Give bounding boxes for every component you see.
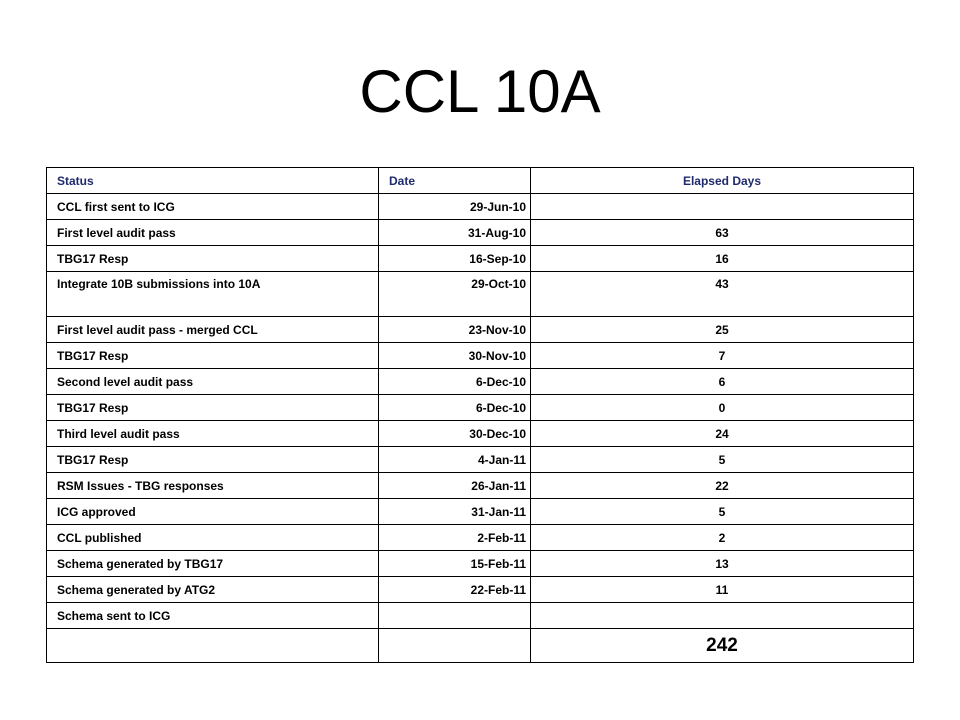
table-row [47, 421, 914, 447]
elapsed-days-cell: 43 [531, 272, 914, 317]
date-cell: 31-Aug-10 [379, 220, 531, 246]
status-cell: TBG17 Resp [47, 395, 379, 421]
table-row [47, 220, 914, 246]
elapsed-days-cell: 2 [531, 525, 914, 551]
elapsed-days-cell [531, 194, 914, 220]
date-cell: 6-Dec-10 [379, 369, 531, 395]
date-cell: 4-Jan-11 [379, 447, 531, 473]
date-cell: 16-Sep-10 [379, 246, 531, 272]
status-cell: TBG17 Resp [47, 246, 379, 272]
total-status-cell [47, 629, 379, 663]
total-row [47, 629, 914, 663]
status-cell: Integrate 10B submissions into 10A [47, 272, 379, 317]
date-cell [379, 603, 531, 629]
table-row [47, 473, 914, 499]
status-cell: CCL first sent to ICG [47, 194, 379, 220]
table-row [47, 603, 914, 629]
elapsed-days-cell: 0 [531, 395, 914, 421]
date-cell: 29-Oct-10 [379, 272, 531, 317]
status-cell: First level audit pass [47, 220, 379, 246]
elapsed-days-cell: 5 [531, 499, 914, 525]
status-cell: ICG approved [47, 499, 379, 525]
elapsed-days-cell: 25 [531, 317, 914, 343]
elapsed-days-cell: 5 [531, 447, 914, 473]
status-cell: Schema generated by TBG17 [47, 551, 379, 577]
status-cell: Schema sent to ICG [47, 603, 379, 629]
total-elapsed-days: 242 [531, 629, 914, 663]
date-cell: 26-Jan-11 [379, 473, 531, 499]
date-cell: 30-Dec-10 [379, 421, 531, 447]
date-cell: 22-Feb-11 [379, 577, 531, 603]
table-row [47, 369, 914, 395]
table-row [47, 447, 914, 473]
elapsed-days-cell: 22 [531, 473, 914, 499]
date-cell: 29-Jun-10 [379, 194, 531, 220]
status-cell: First level audit pass - merged CCL [47, 317, 379, 343]
table-row [47, 577, 914, 603]
elapsed-days-cell [531, 603, 914, 629]
elapsed-days-cell: 13 [531, 551, 914, 577]
table-row [47, 317, 914, 343]
header-elapsed-days: Elapsed Days [531, 168, 914, 194]
table-row [47, 246, 914, 272]
status-cell: Second level audit pass [47, 369, 379, 395]
elapsed-days-cell: 16 [531, 246, 914, 272]
total-date-cell [379, 629, 531, 663]
table-row [47, 272, 914, 317]
table-row [47, 343, 914, 369]
table-row [47, 525, 914, 551]
date-cell: 23-Nov-10 [379, 317, 531, 343]
elapsed-days-cell: 63 [531, 220, 914, 246]
status-cell: Schema generated by ATG2 [47, 577, 379, 603]
date-cell: 31-Jan-11 [379, 499, 531, 525]
date-cell: 15-Feb-11 [379, 551, 531, 577]
header-status: Status [47, 168, 379, 194]
date-cell: 6-Dec-10 [379, 395, 531, 421]
elapsed-days-table [46, 167, 914, 663]
table-row [47, 551, 914, 577]
status-cell: Third level audit pass [47, 421, 379, 447]
elapsed-days-cell: 6 [531, 369, 914, 395]
table-row [47, 194, 914, 220]
date-cell: 30-Nov-10 [379, 343, 531, 369]
status-cell: RSM Issues - TBG responses [47, 473, 379, 499]
status-cell: TBG17 Resp [47, 343, 379, 369]
status-cell: TBG17 Resp [47, 447, 379, 473]
elapsed-days-cell: 7 [531, 343, 914, 369]
table-header-row [47, 168, 914, 194]
elapsed-days-cell: 11 [531, 577, 914, 603]
elapsed-days-cell: 24 [531, 421, 914, 447]
table-row [47, 499, 914, 525]
header-date: Date [379, 168, 531, 194]
page-title: CCL 10A [359, 58, 601, 125]
date-cell: 2-Feb-11 [379, 525, 531, 551]
table-row [47, 395, 914, 421]
status-cell: CCL published [47, 525, 379, 551]
